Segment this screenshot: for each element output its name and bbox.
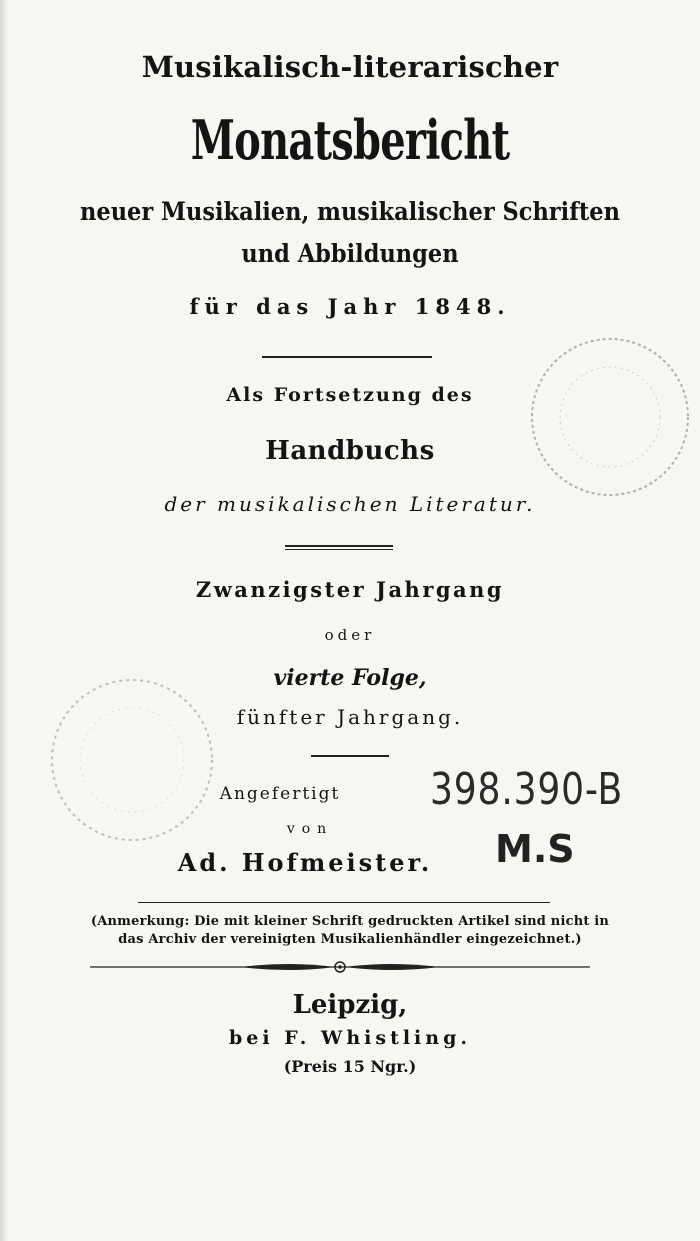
by-line: von [286, 821, 334, 837]
volume-line: Zwanzigster Jahrgang [195, 577, 505, 602]
title-line-1: Musikalisch-literarischer [141, 50, 559, 84]
or-line: oder [324, 626, 376, 644]
handbook-line: Handbuchs [265, 436, 435, 466]
prepared-line: Angefertigt [219, 784, 341, 804]
fourth-series-line: vierte Folge, [273, 665, 427, 691]
literature-line: der musikalischen Literatur. [164, 492, 536, 516]
shelfmark-stamp: 398.390-B [430, 764, 624, 815]
price-line: (Preis 15 Ngr.) [283, 1057, 417, 1076]
continuation-line: Als Fortsetzung des [226, 384, 474, 406]
ornamental-divider [90, 957, 590, 977]
subtitle-line-2: und Abbildungen [241, 239, 459, 268]
main-title: Monatsbericht [190, 108, 510, 172]
subtitle-line-1: neuer Musikalien, musikalischer Schriften [80, 197, 620, 226]
place-line: Leipzig, [292, 990, 408, 1020]
divider-rule-2 [285, 545, 393, 547]
author-line: Ad. Hofmeister. [177, 848, 433, 877]
note-line-1: (Anmerkung: Die mit kleiner Schrift gedruckten Artikel sind nicht in [90, 914, 610, 929]
publisher-line: bei F. Whistling. [228, 1027, 471, 1049]
shelfmark-suffix-stamp: M.S [495, 827, 575, 871]
divider-rule-3 [311, 755, 389, 757]
divider-rule-1 [262, 356, 432, 358]
library-stamp-left [40, 668, 225, 853]
divider-rule-2b [285, 549, 393, 550]
year-line: für das Jahr 1848. [189, 294, 511, 319]
note-line-2: das Archiv der vereinigten Musikalienhändler eingezeichnet.) [118, 932, 582, 947]
library-stamp-right [515, 325, 695, 510]
page-edge-shadow [0, 0, 8, 1241]
divider-rule-4 [138, 902, 550, 903]
fifth-year-line: fünfter Jahrgang. [236, 705, 464, 729]
